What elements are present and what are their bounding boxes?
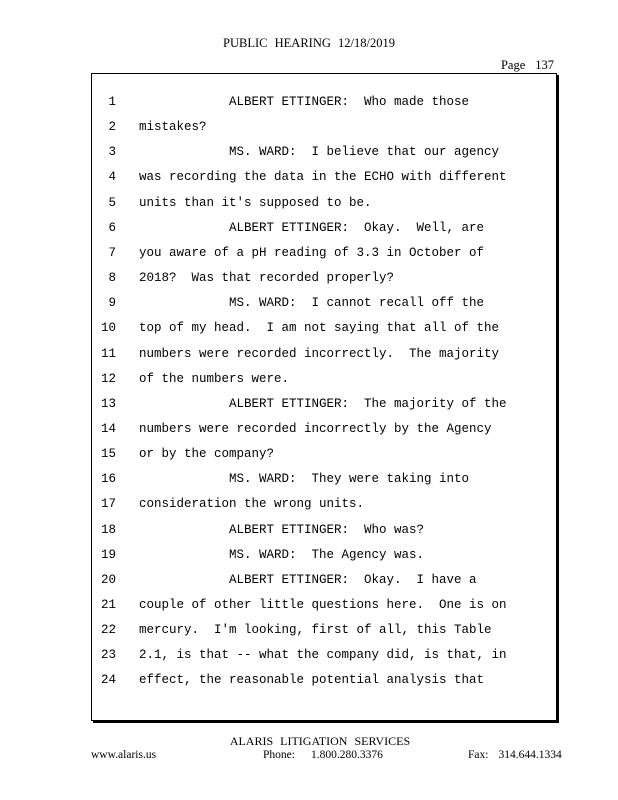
fax-number: 314.644.1334	[498, 749, 562, 761]
phone-label: Phone:	[263, 749, 295, 761]
line-text: or by the company?	[139, 447, 275, 462]
line-text: numbers were recorded incorrectly by the Agency	[139, 421, 492, 436]
phone-number: 1.800.280.3376	[310, 749, 383, 761]
line-text: ALBERT ETTINGER: Okay. I have a	[139, 572, 477, 587]
line-number: 3	[108, 145, 116, 160]
line-number: 17	[100, 497, 116, 512]
transcript-frame	[91, 73, 557, 721]
line-text: 2.1, is that -- what the company did, is that, in	[139, 648, 507, 663]
line-number: 12	[100, 371, 116, 386]
line-text: MS. WARD: The Agency was.	[139, 547, 425, 562]
footer-phone	[263, 749, 383, 761]
line-text: numbers were recorded incorrectly. The majority	[139, 346, 500, 361]
line-number: 24	[100, 673, 116, 688]
line-number: 21	[100, 598, 116, 612]
line-number: 13	[100, 396, 116, 411]
line-number: 15	[100, 447, 116, 462]
line-number: 19	[100, 547, 116, 562]
line-text: effect, the reasonable potential analysis that	[139, 673, 485, 688]
line-number: 22	[100, 623, 116, 638]
line-number: 7	[108, 245, 116, 260]
line-number: 6	[108, 220, 116, 235]
line-text: consideration the wrong units.	[139, 497, 365, 512]
line-text: mercury. I'm looking, first of all, this Table	[139, 623, 492, 638]
footer-company: ALARIS LITIGATION SERVICES	[229, 734, 411, 748]
line-text: 2018? Was that recorded properly?	[139, 271, 395, 285]
line-number: 9	[108, 296, 116, 311]
header-title: PUBLIC HEARING 12/18/2019	[223, 36, 395, 50]
line-text: couple of other little questions here. One is on	[139, 598, 507, 612]
line-number: 16	[100, 472, 116, 487]
line-number: 8	[108, 271, 116, 285]
page-number-value: 137	[535, 58, 554, 72]
line-text: ALBERT ETTINGER: The majority of the	[139, 396, 507, 411]
line-number: 2	[108, 120, 116, 135]
line-number: 11	[100, 346, 116, 361]
footer-website: www.alaris.us	[91, 749, 157, 761]
fax-label: Fax:	[468, 749, 489, 761]
line-text: was recording the data in the ECHO with different	[139, 170, 507, 185]
line-text: ALBERT ETTINGER: Who made those	[139, 95, 470, 109]
line-number: 10	[100, 321, 116, 336]
footer-fax	[468, 749, 562, 761]
page-number	[470, 58, 554, 73]
line-number: 4	[108, 170, 116, 185]
line-text: ALBERT ETTINGER: Okay. Well, are	[139, 220, 485, 235]
line-text: of the numbers were.	[139, 371, 290, 386]
line-text: top of my head. I am not saying that all of the	[139, 321, 500, 336]
line-text: ALBERT ETTINGER: Who was?	[139, 522, 425, 537]
line-number: 1	[108, 95, 116, 109]
page-label: Page	[500, 58, 526, 72]
line-number: 20	[100, 572, 116, 587]
line-text: units than it's supposed to be.	[139, 195, 372, 210]
line-text: MS. WARD: I believe that our agency	[139, 145, 500, 160]
line-number: 14	[100, 421, 116, 436]
line-text: MS. WARD: They were taking into	[139, 472, 470, 487]
line-text: MS. WARD: I cannot recall off the	[139, 296, 485, 311]
line-number: 18	[100, 522, 116, 537]
line-number: 5	[108, 195, 116, 210]
line-text: you aware of a pH reading of 3.3 in October of	[139, 245, 485, 260]
line-number: 23	[100, 648, 116, 663]
line-text: mistakes?	[139, 120, 207, 135]
